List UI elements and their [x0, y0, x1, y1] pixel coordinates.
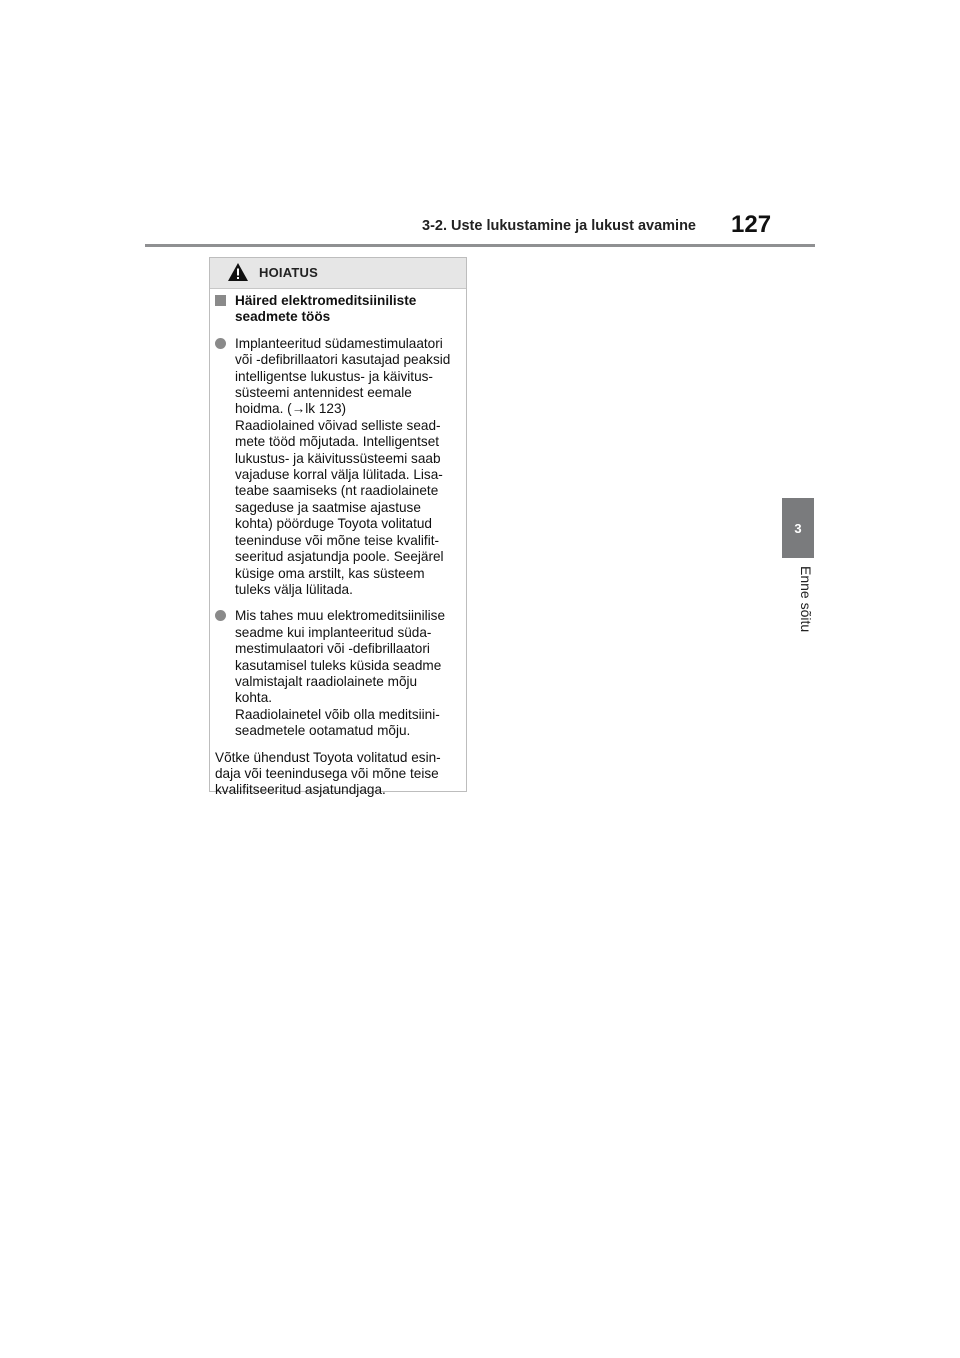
text-line: kohta. — [235, 690, 273, 706]
header-divider — [145, 244, 815, 247]
chapter-label: Enne sõitu — [798, 566, 814, 633]
section-title-line: Häired elektromeditsiiniliste — [235, 293, 417, 308]
text-line: lukustus- ja käivitussüsteemi saab — [235, 450, 441, 466]
text-line: Implanteeritud südamestimulaatori — [235, 335, 443, 351]
text-line: mete tööd mõjutada. Intelligentset — [235, 434, 440, 450]
chapter-number: 3 — [794, 520, 802, 536]
closing-paragraph — [215, 750, 461, 799]
text-line: Raadiolainetel võib olla meditsiini- — [235, 706, 440, 722]
text-line: mestimulaatori või -defibrillaatori — [235, 641, 430, 657]
text-line: intelligentse lukustus- ja käivitus- — [235, 368, 433, 384]
warning-section-title — [215, 293, 461, 326]
text-line: daja või teenindusega või mõne teise — [215, 765, 439, 781]
warning-triangle-icon — [227, 262, 249, 282]
bullet-item — [215, 336, 461, 599]
text-line: süsteemi antennidest eemale — [235, 385, 412, 401]
text-line: teeninduse või mõne teise kvalifit- — [235, 532, 440, 548]
text-line: Võtke ühendust Toyota volitatud esin- — [215, 749, 441, 765]
text-line: Raadiolained võivad selliste sead- — [235, 417, 441, 433]
text-line: tuleks välja lülitada. — [235, 581, 353, 597]
text-line: seadmetele ootamatud mõju. — [235, 723, 411, 739]
text-line: seadme kui implanteeritud süda- — [235, 624, 432, 640]
text-line: kasutamisel tuleks küsida seadme — [235, 657, 442, 673]
text-line: sageduse ja saatmise ajastuse — [235, 499, 421, 515]
text-line: vajaduse korral välja lülitada. Lisa- — [235, 467, 443, 483]
text-line: hoidma. (→lk 123) — [235, 401, 347, 417]
text-line: või -defibrillaatori kasutajad peaksid — [235, 352, 451, 368]
text-line: kohta) pöörduge Toyota volitatud — [235, 516, 432, 532]
warning-body — [210, 289, 466, 799]
text-line: küsige oma arstilt, kas süsteem — [235, 565, 425, 581]
text-line: seeritud asjatundja poole. Seejärel — [235, 549, 444, 565]
text-line: kvalifitseeritud asjatundjaga. — [215, 782, 386, 798]
warning-label: HOIATUS — [259, 265, 318, 280]
page-number: 127 — [731, 211, 772, 238]
round-bullet-icon — [215, 338, 226, 349]
chapter-tab — [782, 498, 814, 558]
bullet-item — [215, 608, 461, 739]
warning-box — [209, 257, 467, 798]
text-line: valmistajalt raadiolainete mõju — [235, 673, 418, 689]
round-bullet-icon — [215, 610, 226, 621]
section-title-line: seadmete töös — [235, 309, 331, 325]
square-bullet-icon — [215, 295, 226, 306]
text-line: Mis tahes muu elektromeditsiinilise — [235, 608, 446, 624]
text-line: teabe saamiseks (nt raadiolainete — [235, 483, 439, 499]
section-header-title: 3-2. Uste lukustamine ja lukust avamine — [422, 218, 696, 234]
warning-header — [210, 258, 466, 289]
